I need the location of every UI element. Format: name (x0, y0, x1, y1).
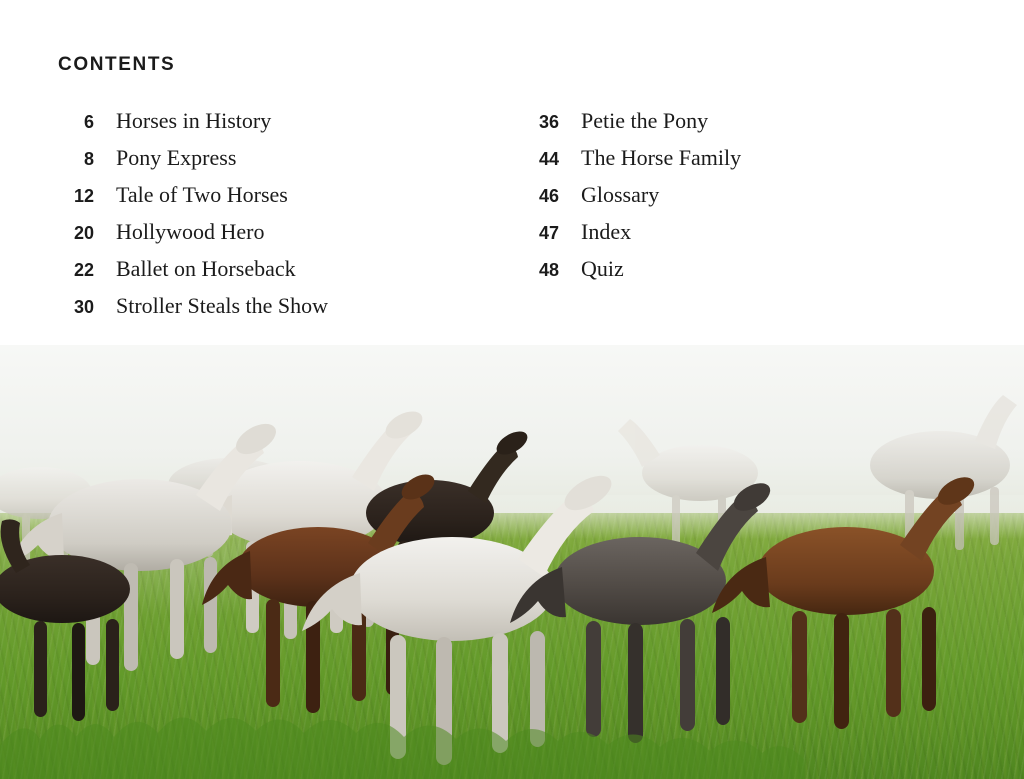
toc-entry-title: Petie the Pony (581, 108, 709, 133)
toc-page-number: 46 (538, 186, 559, 206)
toc-page-number: 22 (73, 260, 94, 280)
toc-page-number: 20 (73, 223, 94, 243)
toc-entry-title: Tale of Two Horses (116, 182, 288, 207)
page-title: CONTENTS (58, 54, 176, 75)
toc-column-left (46, 108, 511, 330)
toc-entry[interactable] (46, 145, 511, 182)
toc-entry-title: Glossary (581, 182, 660, 207)
toc-entry[interactable] (511, 219, 976, 256)
toc-page-number: 30 (73, 297, 94, 317)
toc-entry[interactable] (511, 256, 976, 293)
horses-illustration (0, 345, 1024, 779)
toc-column-right (511, 108, 976, 293)
toc-page-number: 47 (538, 223, 559, 243)
toc-entry-title: Quiz (581, 256, 624, 281)
horse-herd-photo (0, 345, 1024, 779)
toc-page-number: 44 (538, 149, 559, 169)
toc-entry[interactable] (46, 293, 511, 330)
toc-entry-title: Ballet on Horseback (116, 256, 296, 281)
toc-page-number: 48 (538, 260, 559, 280)
toc-entry[interactable] (511, 145, 976, 182)
toc-page-number: 12 (73, 186, 94, 206)
toc-entry-title: Index (581, 219, 632, 244)
toc-entry-title: Horses in History (116, 108, 272, 133)
toc-entry[interactable] (46, 256, 511, 293)
toc-entry[interactable] (511, 182, 976, 219)
toc-entry-title: Stroller Steals the Show (116, 293, 329, 318)
toc-page-number: 6 (83, 112, 94, 132)
toc-entry-title: Hollywood Hero (116, 219, 265, 244)
toc-entry[interactable] (46, 108, 511, 145)
table-of-contents (46, 108, 976, 330)
toc-entry-title: Pony Express (116, 145, 237, 170)
toc-page-number: 36 (538, 112, 559, 132)
toc-page-number: 8 (83, 149, 94, 169)
toc-entry[interactable] (511, 108, 976, 145)
toc-entry[interactable] (46, 182, 511, 219)
toc-entry[interactable] (46, 219, 511, 256)
toc-entry-title: The Horse Family (581, 145, 742, 170)
